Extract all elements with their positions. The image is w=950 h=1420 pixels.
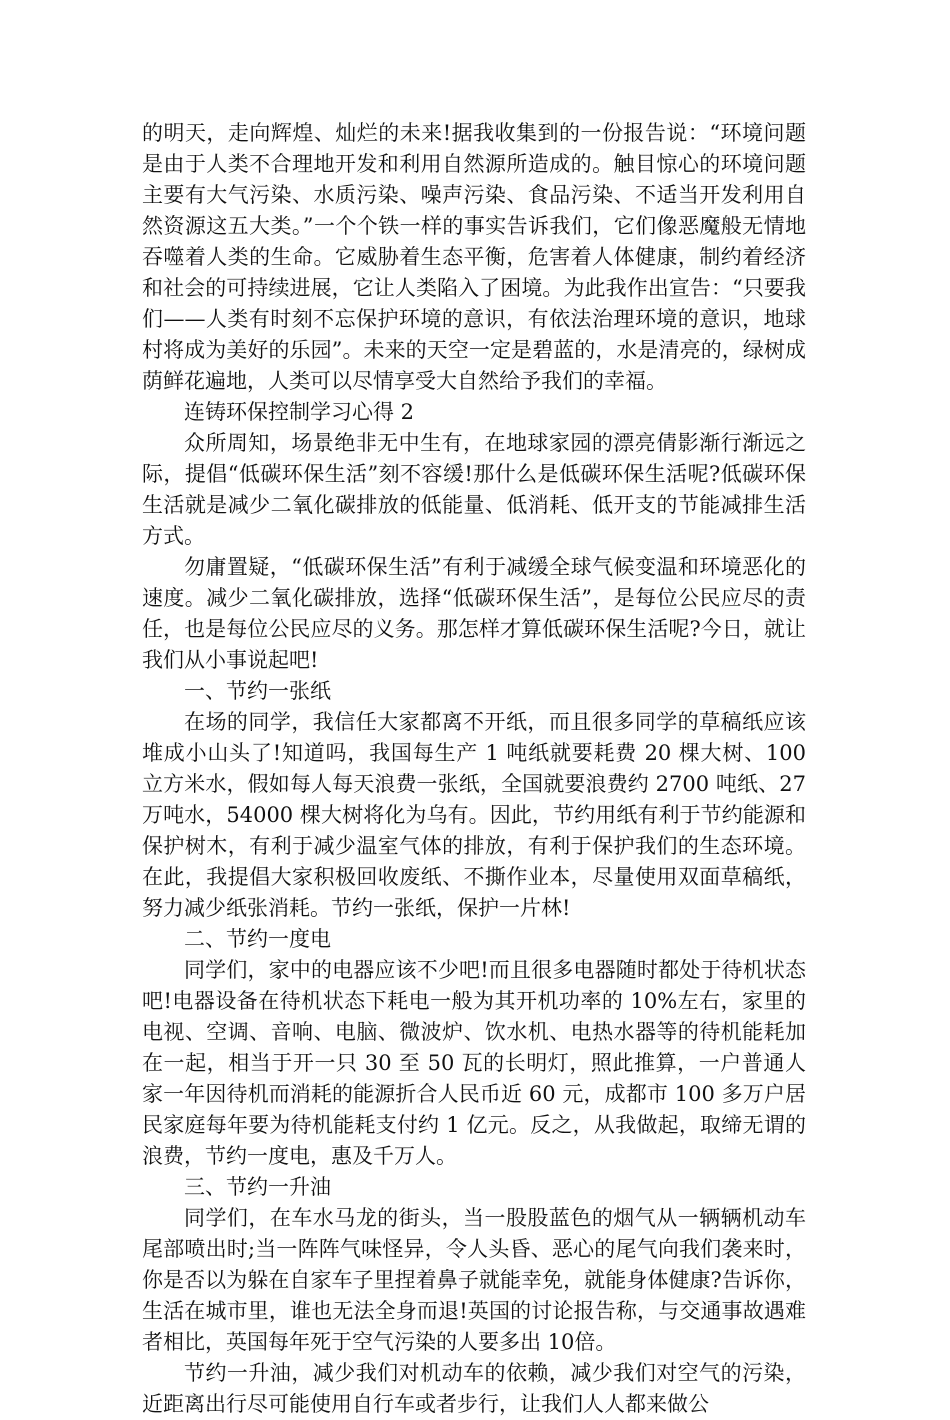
paragraph-low-carb-definition: 众所周知，场景绝非无中生有，在地球家园的漂亮倩影渐行渐远之际，提倡“低碳环保生活”刻不容缓!那什么是低碳环保生活呢?低碳环保生活就是减少二氧化碳排放的低能量、低消耗、低开支的节能减排生活方式。 bbox=[142, 431, 806, 548]
heading-save-electricity: 二、节约一度电 bbox=[184, 927, 331, 951]
paragraph-save-electricity: 同学们，家中的电器应该不少吧!而且很多电器随时都处于待机状态吧!电器设备在待机状态下耗电一般为其开机功率的 10%左右，家里的电视、空调、音响、电脑、微波炉、饮水机、电热水器等的待机能耗加在一起，相当于开一只 30 至 50 瓦的长明灯，照此推算，一户普通人家一年因待机而消耗的能源折合人民币近 60 元，成都市 100 多万户居民家庭每年要为待机能耗支付约 1 亿元。反之，从我做起，取缔无谓的浪费，节约一度电，惠及千万人。 bbox=[142, 958, 806, 1168]
heading-save-oil: 三、节约一升油 bbox=[184, 1175, 331, 1199]
paragraph-low-carb-importance: 勿庸置疑，“低碳环保生活”有利于减缓全球气候变温和环境恶化的速度。减少二氧化碳排放，选择“低碳环保生活”，是每位公民应尽的责任，也是每位公民应尽的义务。那怎样才算低碳环保生活呢?今日，就让我们从小事说起吧! bbox=[142, 555, 806, 672]
heading-save-paper: 一、节约一张纸 bbox=[184, 679, 331, 703]
paragraph-save-oil-continued: 节约一升油，减少我们对机动车的依赖，减少我们对空气的污染，近距离出行尽可能使用自行车或者步行，让我们人人都来做公 bbox=[142, 1361, 806, 1416]
document-page bbox=[142, 118, 806, 1420]
paragraph-intro: 的明天，走向辉煌、灿烂的未来!据我收集到的一份报告说：“环境问题是由于人类不合理地开发和利用自然源所造成的。触目惊心的环境问题主要有大气污染、水质污染、噪声污染、食品污染、不适当开发利用自然资源这五大类。”一个个铁一样的事实告诉我们，它们像恶魔般无情地吞噬着人类的生命。它威胁着生态平衡，危害着人体健康，制约着经济和社会的可持续进展，它让人类陷入了困境。为此我作出宣告：“只要我们——人类有时刻不忘保护环境的意识，有依法治理环境的意识，地球村将成为美好的乐园”。未来的天空一定是碧蓝的，水是清亮的，绿树成荫鲜花遍地，人类可以尽情享受大自然给予我们的幸福。 bbox=[142, 121, 806, 393]
paragraph-save-paper: 在场的同学，我信任大家都离不开纸，而且很多同学的草稿纸应该堆成小山头了!知道吗，我国每生产 1 吨纸就要耗费 20 棵大树、100 立方米水，假如每人每天浪费一张纸，全国就要浪费约 2700 吨纸、27 万吨水，54000 棵大树将化为乌有。因此，节约用纸有利于节约能源和保护树木，有利于减少温室气体的排放，有利于保护我们的生态环境。在此，我提倡大家积极回收废纸、不撕作业本，尽量使用双面草稿纸，努力减少纸张消耗。节约一张纸，保护一片林! bbox=[142, 710, 806, 920]
paragraph-save-oil: 同学们，在车水马龙的街头，当一股股蓝色的烟气从一辆辆机动车尾部喷出时;当一阵阵气味怪异，令人头昏、恶心的尾气向我们袭来时，你是否以为躲在自家车子里捏着鼻子就能幸免，就能身体健康?告诉你，生活在城市里，谁也无法全身而退!英国的讨论报告称，与交通事故遇难者相比，英国每年死于空气污染的人要多出 10倍。 bbox=[142, 1206, 806, 1354]
section-title: 连铸环保控制学习心得 2 bbox=[184, 400, 415, 424]
